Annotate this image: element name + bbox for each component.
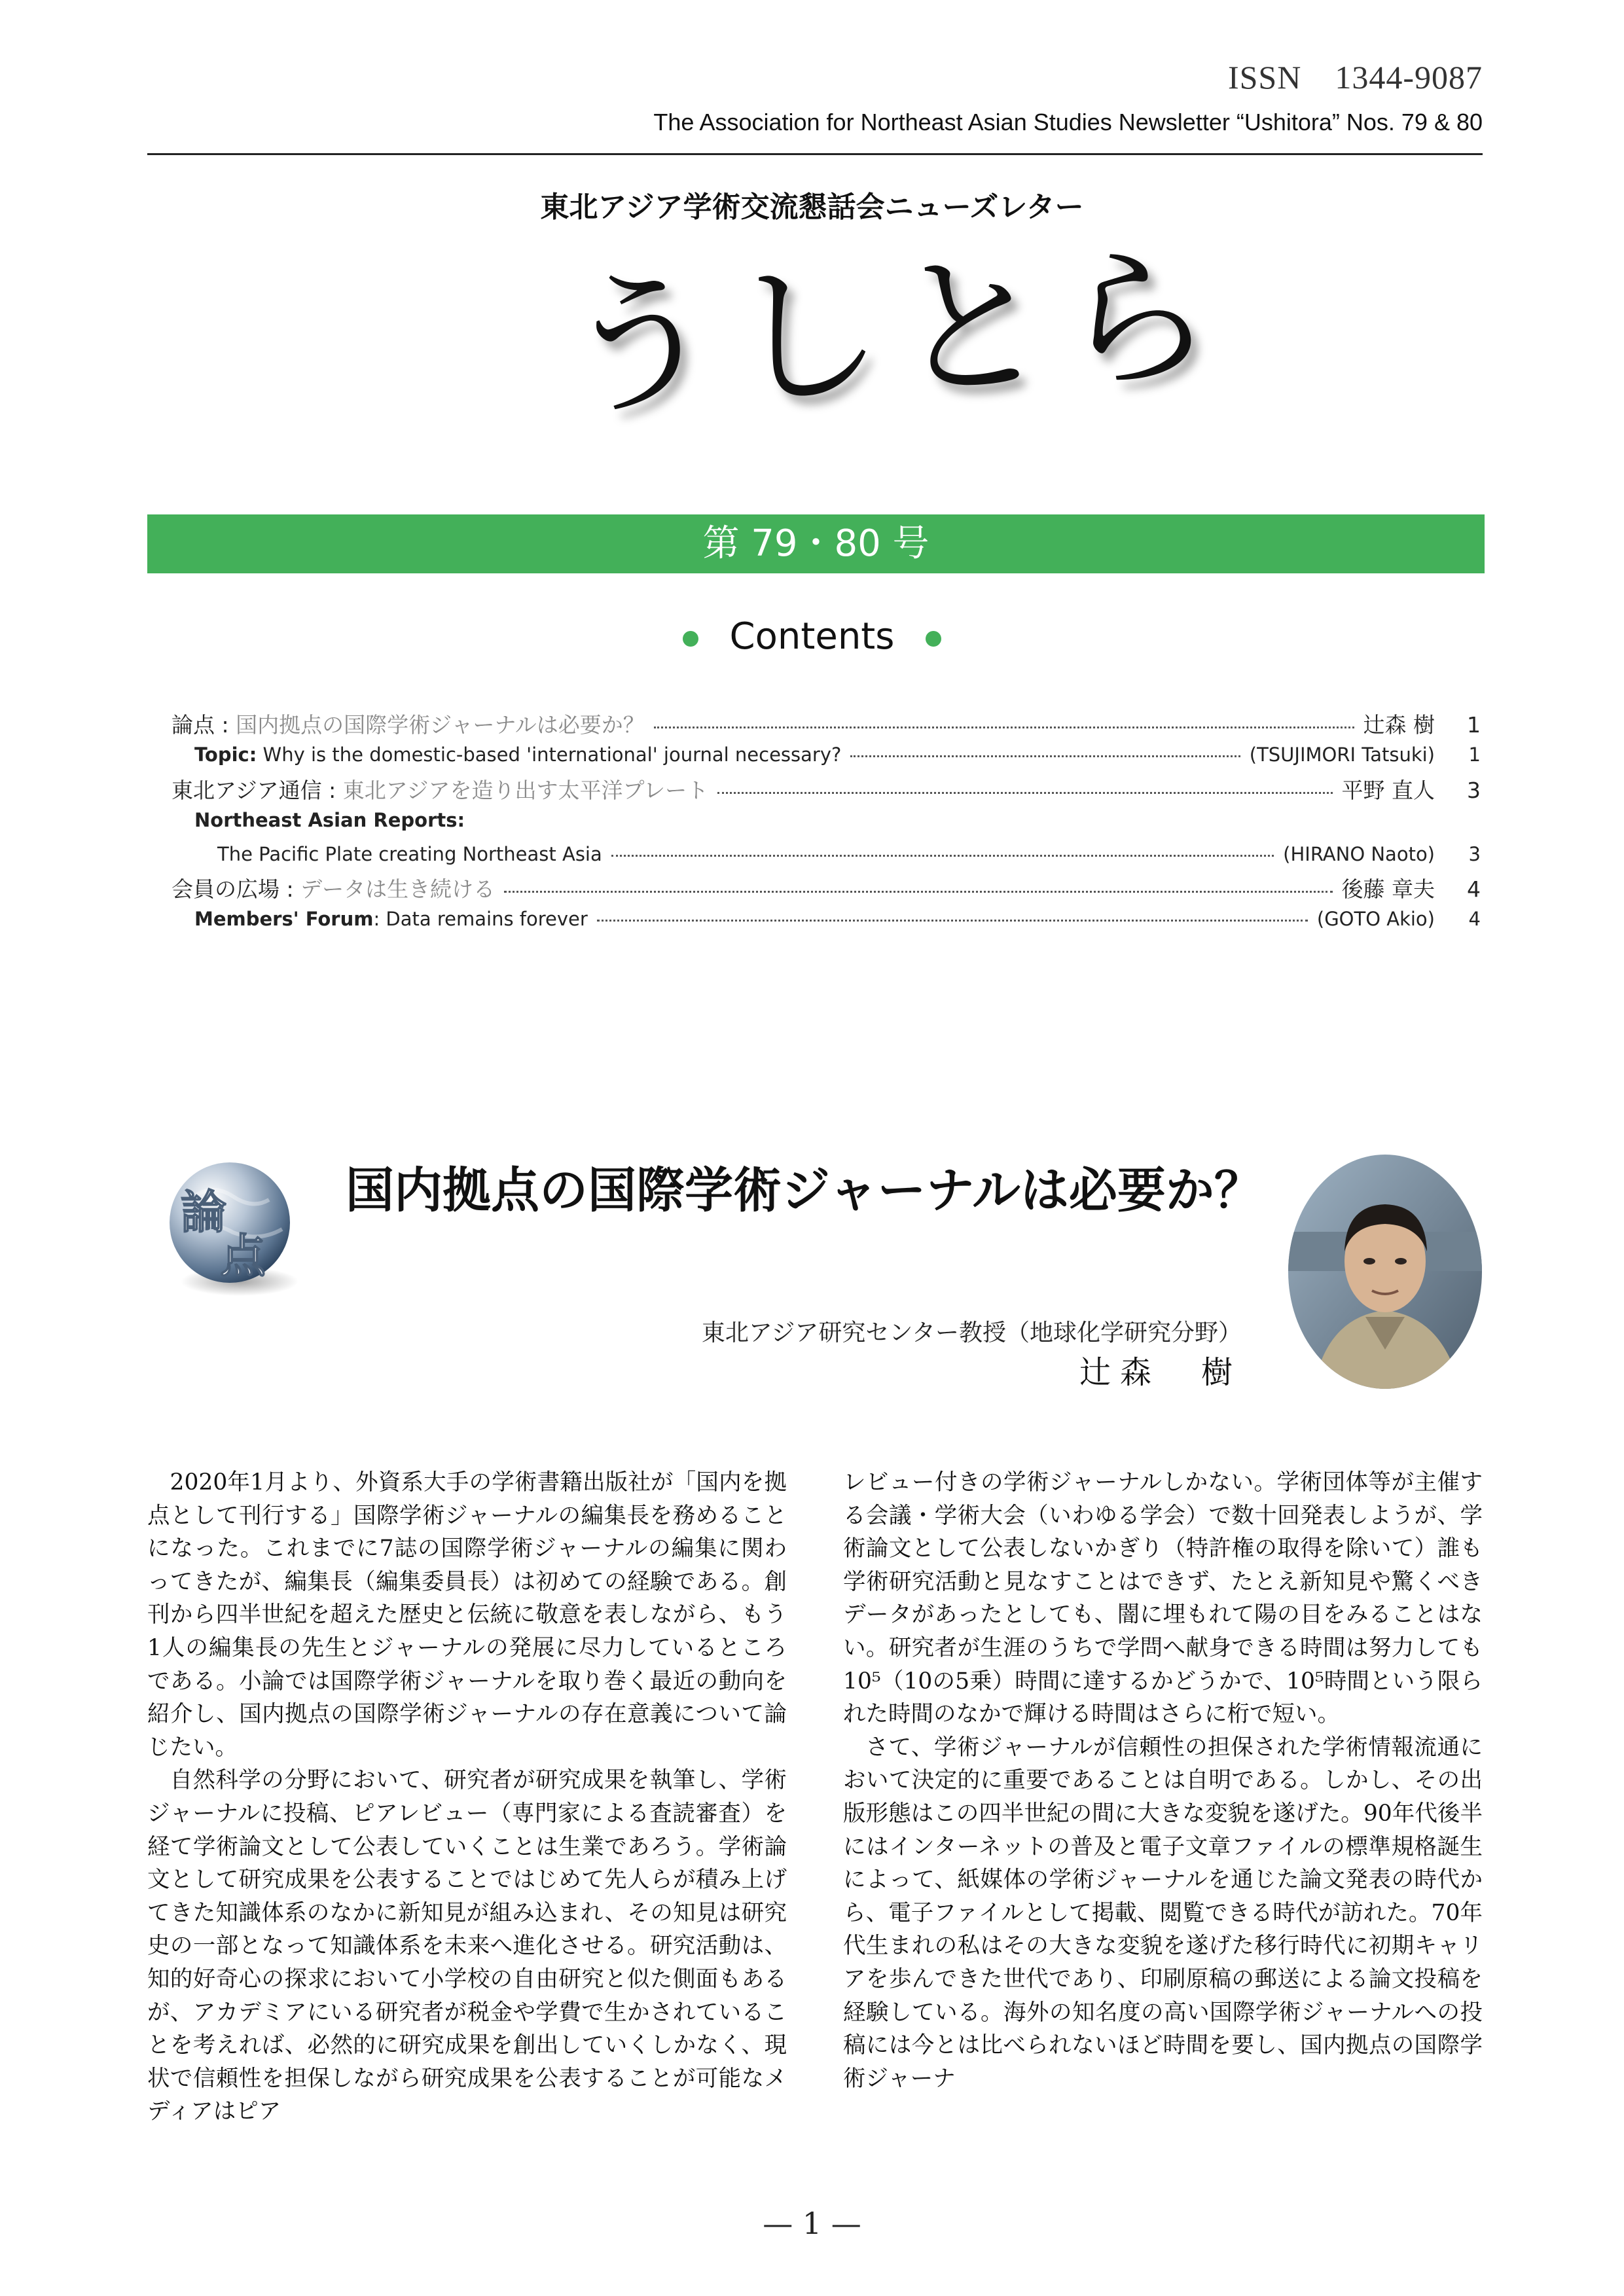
toc-label: Members' Forum [194, 908, 374, 930]
issn-number: ISSN 1344-9087 [1227, 59, 1483, 96]
toc-page: 3 [1468, 843, 1481, 865]
toc-leader [611, 855, 1274, 857]
body-column-right [843, 1466, 1483, 2095]
toc-title: : Data remains forever [373, 908, 588, 930]
author-affiliation: 東北アジア研究センター教授（地球化学研究分野） [701, 1319, 1242, 1346]
ronten-globe-badge [154, 1151, 305, 1301]
toc-label: 東北アジア通信 [171, 778, 322, 803]
toc-leader [850, 755, 1240, 757]
contents-heading [0, 615, 1624, 658]
badge-char-top: 論 [181, 1185, 226, 1239]
ushitora-logo: うしとら [558, 225, 1230, 439]
toc-entry-forum-en[interactable] [194, 908, 1481, 941]
toc-author: (TSUJIMORI Tatsuki) [1249, 744, 1435, 766]
toc-leader [597, 920, 1308, 922]
toc-label: Topic: [194, 744, 257, 766]
body-paragraph: 2020年1月より、外資系大手の学術書籍出版社が「国内を拠点として刊行する」国際学術ジャーナルの編集長を務めることになった。これまでに7誌の国際学術ジャーナルの編集に関わってきたが、編集長（編集委員長）は初めての経験である。創刊から四半世紀を超えた歴史と伝統に敬意を表しながら、もう1人の編集長の先生とジャーナルの発展に尽力しているところである。小論では国際学術ジャーナルを取り巻く最近の動向を紹介し、国内拠点の国際学術ジャーナルの存在意義について論じたい。 [147, 1469, 787, 1761]
association-title: The Association for Northeast Asian Studies Newsletter “Ushitora” Nos. 79 & 80 [653, 109, 1483, 135]
badge-char-bottom: 点 [220, 1229, 266, 1283]
toc-leader [504, 891, 1332, 893]
toc-section-label [194, 809, 1481, 842]
toc-author: (HIRANO Naoto) [1283, 843, 1435, 865]
toc-entry-topic[interactable] [194, 744, 1481, 776]
toc-page: 4 [1467, 876, 1481, 902]
newsletter-subtitle: 東北アジア学術交流懇話会ニューズレター [540, 190, 1084, 224]
toc-title: 国内拠点の国際学術ジャーナルは必要か？ [236, 712, 645, 738]
toc-entry-ronten[interactable]: 論点 : 国内拠点の国際学術ジャーナルは必要か？ 辻森 樹 1 [171, 708, 1481, 741]
toc-page: 1 [1467, 712, 1481, 738]
article-title: 国内拠点の国際学術ジャーナルは必要か？ [346, 1162, 1263, 1219]
toc-page: 1 [1468, 744, 1481, 766]
toc-entry-forum-jp[interactable]: 会員の広場 : データは生き続ける 後藤 章夫 4 [171, 872, 1481, 905]
toc-entry-reports-en[interactable] [217, 843, 1481, 876]
toc-title: データは生き続ける [300, 876, 496, 902]
body-paragraph: さて、学術ジャーナルが信頼性の担保された学術情報流通において決定的に重要であることは自明である。しかし、その出版形態はこの四半世紀の間に大きな変貌を遂げた。90年代後半にはインターネットの普及と電子文章ファイルの標準規格誕生によって、紙媒体の学術ジャーナルを通じた論文発表の時代から、電子ファイルとして掲載、閲覧できる時代が訪れた。70年代生まれの私はその大きな変貌を遂げた移行時代に初期キャリアを歩んできた世代であり、印刷原稿の郵送による論文投稿を経験している。海外の知名度の高い国際学術ジャーナルへの投稿には今とは比べられないほど時間を要し、国内拠点の国際学術ジャーナ [843, 1734, 1483, 2092]
toc-page: 3 [1467, 778, 1481, 803]
toc-label: Northeast Asian Reports: [194, 809, 465, 831]
author-name: 辻森 樹 [1079, 1354, 1242, 1391]
toc-entry-reports-jp[interactable]: 東北アジア通信 : 東北アジアを造り出す太平洋プレート 平野 直人 3 [171, 774, 1481, 806]
toc-leader [654, 726, 1354, 728]
author-portrait [1287, 1153, 1483, 1390]
toc-leader [717, 792, 1332, 794]
toc-title: Why is the domestic-based 'international' journal necessary? [257, 744, 842, 766]
toc-title: 東北アジアを造り出す太平洋プレート [342, 778, 709, 803]
green-bullet-icon [926, 631, 941, 647]
toc-author: 平野 直人 [1341, 778, 1435, 803]
toc-author: 辻森 樹 [1363, 712, 1435, 738]
body-paragraph: 自然科学の分野において、研究者が研究成果を執筆し、学術ジャーナルに投稿、ピアレビュー（専門家による査読審査）を経て学術論文として公表していくことは生業であろう。学術論文として研究成果を公表することではじめて先人らが積み上げてきた知識体系のなかに新知見が組み込まれ、その知見は研究史の一部となって知識体系を未来へ進化させる。研究活動は、知的好奇心の探求において小学校の自由研究と似た側面もあるが、アカデミアにいる研究者が税金や学費で生かされていることを考えれば、必然的に研究成果を創出していくしかなく、現状で信頼性を担保しながら研究成果を公表することが可能なメディアはピア [147, 1767, 787, 2125]
page-number: — 1 — [763, 2206, 861, 2241]
toc-label: 論点 [171, 712, 215, 738]
toc-author: (GOTO Akio) [1316, 908, 1435, 930]
toc-author: 後藤 章夫 [1341, 876, 1435, 902]
green-bullet-icon [683, 631, 698, 647]
toc-label: 会員の広場 [171, 876, 280, 902]
contents-title: Contents [729, 615, 895, 658]
issue-number: 第 79・80 号 [702, 522, 929, 565]
body-column-left [147, 1466, 787, 2128]
header-divider [147, 153, 1483, 155]
body-paragraph: レビュー付きの学術ジャーナルしかない。学術団体等が主催する会議・学術大会（いわゆる学会）で数十回発表しようが、学術論文として公表しないかぎり（特許権の取得を除いて）誰も学術研究活動と見なすことはできず、たとえ新知見や驚くべきデータがあったとしても、闇に埋もれて陽の目をみることはない。研究者が生涯のうちで学問へ献身できる時間は努力しても10⁵（10の5乗）時間に達するかどうかで、10⁵時間という限られた時間のなかで輝ける時間はさらに桁で短い。 [843, 1469, 1483, 1728]
toc-page: 4 [1468, 908, 1481, 930]
toc-title: The Pacific Plate creating Northeast Asia [217, 843, 602, 865]
